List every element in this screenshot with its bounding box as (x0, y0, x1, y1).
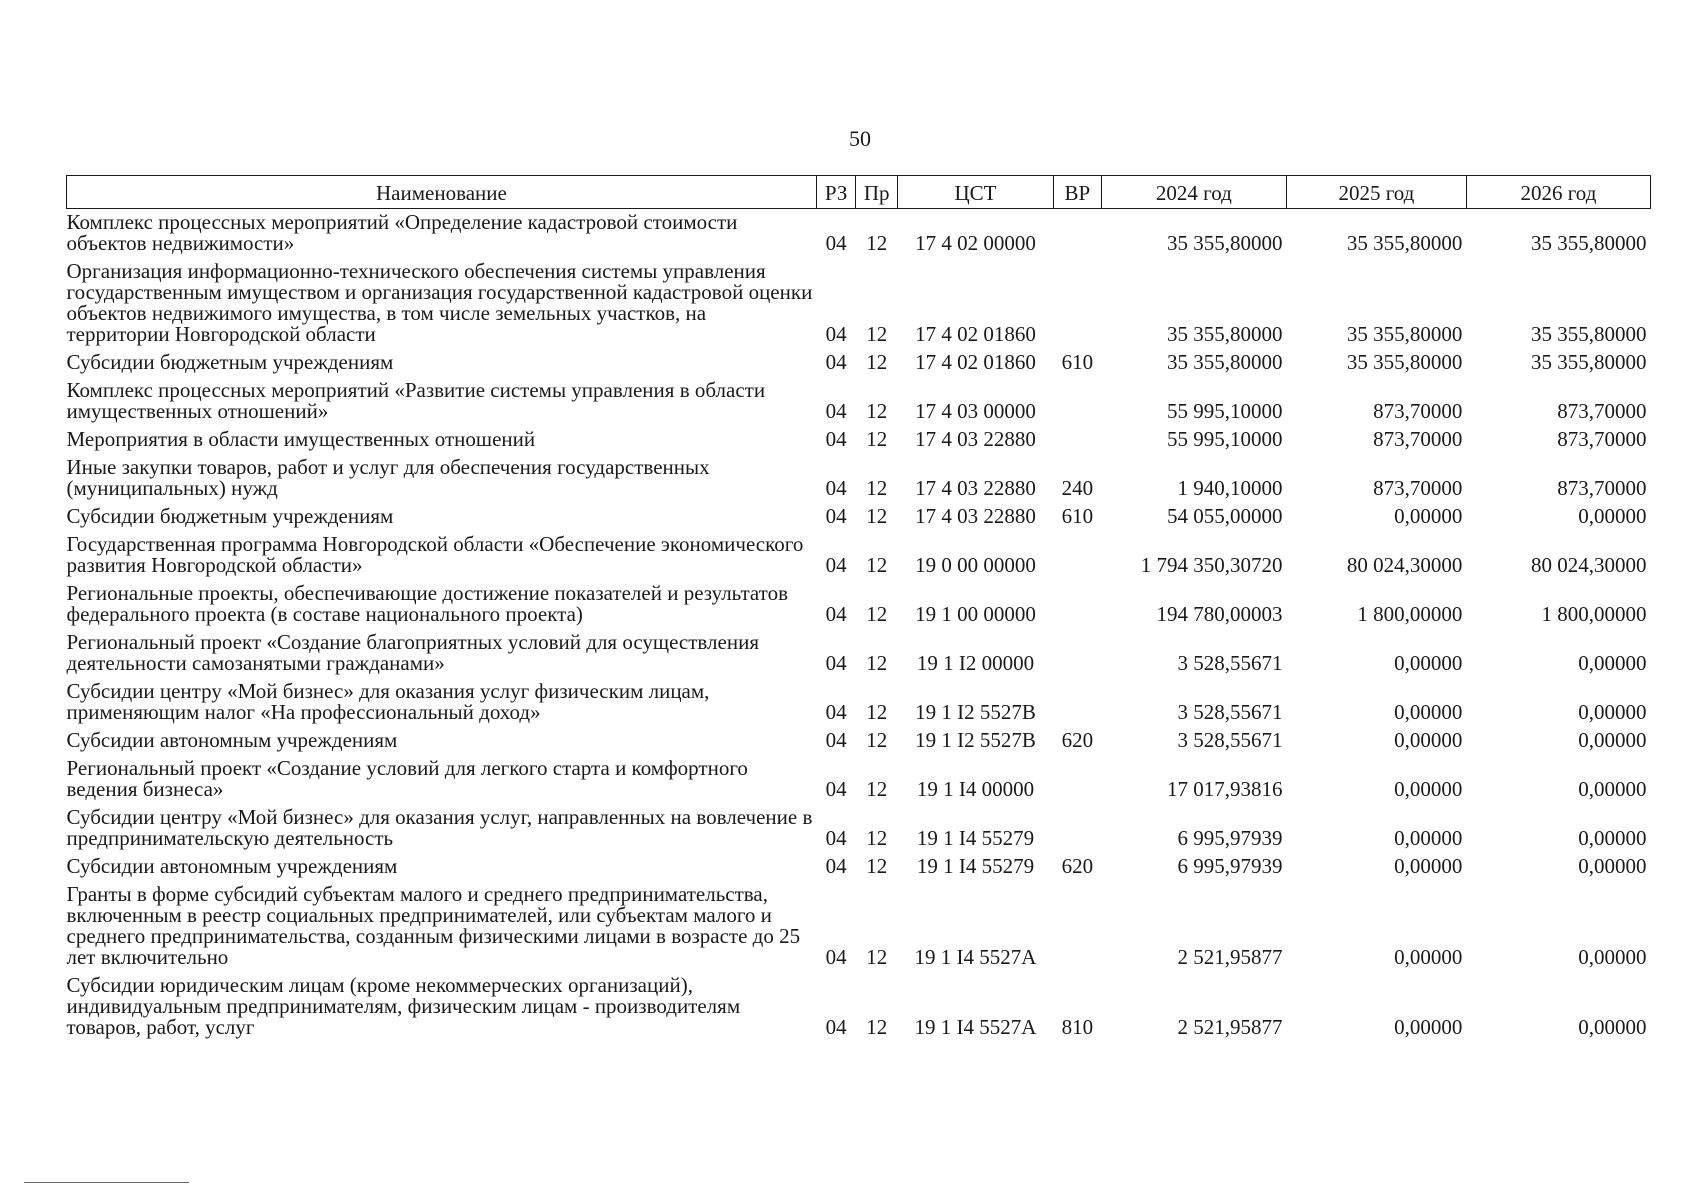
cell-2026: 35 355,80000 (1531, 231, 1647, 255)
cell-name: Субсидии центру «Мой бизнес» для оказания услуг физическим лицам, применяющим налог «На профессиональный доход» (66, 679, 710, 724)
cell-2026: 0,00000 (1578, 854, 1647, 878)
cell-pr: 12 (866, 1015, 888, 1039)
header-rz: РЗ (816, 176, 856, 209)
cell-vr (1053, 804, 1101, 853)
cell-cst: 19 1 I2 00000 (916, 651, 1035, 675)
cell-vr: 620 (1061, 728, 1094, 752)
cell-2025: 0,00000 (1394, 504, 1463, 528)
cell-2026: 873,70000 (1557, 476, 1647, 500)
cell-2025: 1 800,00000 (1357, 602, 1463, 626)
cell-2026: 873,70000 (1557, 427, 1647, 451)
cell-2025: 80 024,30000 (1346, 553, 1463, 577)
cell-pr: 12 (866, 826, 888, 850)
cell-2025: 0,00000 (1394, 826, 1463, 850)
cell-name: Иные закупки товаров, работ и услуг для обеспечения государственных (муниципальных) нужд (66, 455, 710, 500)
cell-2026: 0,00000 (1578, 504, 1647, 528)
cell-2024: 35 355,80000 (1166, 350, 1283, 374)
cell-rz: 04 (825, 399, 847, 423)
header-2026: 2026 год (1466, 176, 1650, 209)
table-row (67, 377, 1651, 426)
table-header-row (67, 176, 1651, 209)
cell-2024: 2 521,95877 (1177, 1015, 1283, 1039)
cell-name: Организация информационно-технического обеспечения системы управления государственным имуществом и организация государственной кадастровой оценки объектов недвижимого имущества, в том числе земельных участков, на территории Новгородской области (66, 259, 813, 346)
cell-2024: 3 528,55671 (1177, 700, 1283, 724)
cell-rz: 04 (825, 427, 847, 451)
table-row (67, 580, 1651, 629)
cell-pr: 12 (866, 700, 888, 724)
table-row (67, 881, 1651, 972)
cell-vr (1053, 881, 1101, 972)
cell-2024: 55 995,10000 (1166, 427, 1283, 451)
cell-vr (1053, 629, 1101, 678)
cell-2024: 1 940,10000 (1177, 476, 1283, 500)
header-pr: Пр (856, 176, 898, 209)
cell-2025: 0,00000 (1394, 945, 1463, 969)
cell-rz: 04 (825, 602, 847, 626)
table-row (67, 426, 1651, 454)
cell-2025: 0,00000 (1394, 651, 1463, 675)
table-row (67, 209, 1651, 259)
cell-2026: 35 355,80000 (1531, 350, 1647, 374)
cell-pr: 12 (866, 504, 888, 528)
cell-2025: 0,00000 (1394, 728, 1463, 752)
table-row (67, 258, 1651, 349)
cell-pr: 12 (866, 553, 888, 577)
header-vr: ВР (1053, 176, 1101, 209)
cell-name: Комплекс процессных мероприятий «Развитие системы управления в области имущественных отношений» (66, 378, 766, 423)
table-row (67, 629, 1651, 678)
cell-cst: 17 4 03 22880 (915, 504, 1036, 528)
cell-rz: 04 (825, 553, 847, 577)
cell-vr (1053, 426, 1101, 454)
cell-pr: 12 (866, 427, 888, 451)
cell-cst: 19 1 I4 55279 (916, 826, 1035, 850)
cell-pr: 12 (866, 602, 888, 626)
cell-2025: 873,70000 (1373, 427, 1463, 451)
page-number: 50 (849, 126, 871, 151)
cell-rz: 04 (825, 504, 847, 528)
cell-vr (1053, 258, 1101, 349)
cell-name: Гранты в форме субсидий субъектам малого и среднего предпринимательства, включенным в реестр социальных предпринимателей, или субъектам малого и среднего предпринимательства, созданным физическими лицами в возрасте до 25 лет включительно (66, 882, 801, 969)
cell-2025: 873,70000 (1373, 399, 1463, 423)
cell-pr: 12 (866, 231, 888, 255)
cell-2026: 0,00000 (1578, 1015, 1647, 1039)
cell-2025: 35 355,80000 (1346, 231, 1463, 255)
cell-2025: 873,70000 (1373, 476, 1463, 500)
cell-rz: 04 (825, 854, 847, 878)
cell-cst: 19 1 I2 5527B (915, 700, 1036, 724)
table-row (67, 755, 1651, 804)
cell-name: Субсидии юридическим лицам (кроме некоммерческих организаций), индивидуальным предпринимателям, физическим лицам - производителям товаров, работ, услуг (66, 973, 741, 1039)
cell-rz: 04 (825, 322, 847, 346)
cell-2024: 2 521,95877 (1177, 945, 1283, 969)
cell-2025: 0,00000 (1394, 1015, 1463, 1039)
cell-rz: 04 (825, 826, 847, 850)
cell-cst: 19 1 I2 5527B (915, 728, 1036, 752)
cell-cst: 17 4 03 22880 (915, 476, 1036, 500)
cell-2025: 0,00000 (1394, 777, 1463, 801)
cell-rz: 04 (825, 231, 847, 255)
cell-2026: 873,70000 (1557, 399, 1647, 423)
cell-pr: 12 (866, 322, 888, 346)
cell-vr (1053, 531, 1101, 580)
cell-name: Мероприятия в области имущественных отношений (66, 427, 536, 451)
cell-2024: 3 528,55671 (1177, 651, 1283, 675)
cell-2026: 0,00000 (1578, 651, 1647, 675)
cell-2026: 0,00000 (1578, 777, 1647, 801)
table-row (67, 349, 1651, 377)
cell-2026: 1 800,00000 (1541, 602, 1647, 626)
cell-pr: 12 (866, 854, 888, 878)
cell-2024: 54 055,00000 (1166, 504, 1283, 528)
table-row (67, 454, 1651, 503)
cell-name: Субсидии автономным учреждениям (66, 728, 398, 752)
cell-2025: 0,00000 (1394, 854, 1463, 878)
table-row (67, 678, 1651, 727)
cell-pr: 12 (866, 728, 888, 752)
table-row (67, 972, 1651, 1042)
cell-2025: 35 355,80000 (1346, 350, 1463, 374)
cell-2026: 0,00000 (1578, 728, 1647, 752)
header-2024: 2024 год (1101, 176, 1286, 209)
cell-rz: 04 (825, 651, 847, 675)
cell-2026: 35 355,80000 (1531, 322, 1647, 346)
cell-rz: 04 (825, 777, 847, 801)
cell-name: Государственная программа Новгородской области «Обеспечение экономического развития Новгородской области» (66, 532, 804, 577)
cell-cst: 19 1 I4 00000 (916, 777, 1035, 801)
cell-2024: 6 995,97939 (1177, 826, 1283, 850)
cell-rz: 04 (825, 476, 847, 500)
cell-cst: 17 4 03 00000 (915, 399, 1036, 423)
cell-vr (1053, 580, 1101, 629)
cell-vr (1053, 377, 1101, 426)
cell-name: Субсидии автономным учреждениям (66, 854, 398, 878)
footer-rule (24, 1182, 189, 1183)
cell-name: Региональный проект «Создание благоприятных условий для осуществления деятельности самозанятыми гражданами» (66, 630, 759, 675)
cell-vr (1053, 209, 1101, 259)
cell-rz: 04 (825, 700, 847, 724)
cell-pr: 12 (866, 945, 888, 969)
table-row (67, 531, 1651, 580)
cell-pr: 12 (866, 651, 888, 675)
cell-vr: 610 (1061, 350, 1094, 374)
cell-rz: 04 (825, 945, 847, 969)
cell-vr (1053, 678, 1101, 727)
header-name: Наименование (67, 176, 817, 209)
cell-cst: 19 0 00 00000 (915, 553, 1036, 577)
cell-2025: 35 355,80000 (1346, 322, 1463, 346)
cell-cst: 17 4 02 01860 (915, 322, 1036, 346)
cell-cst: 19 1 I4 5527A (914, 1015, 1037, 1039)
cell-rz: 04 (825, 728, 847, 752)
table-row (67, 503, 1651, 531)
table-row (67, 804, 1651, 853)
cell-2026: 0,00000 (1578, 826, 1647, 850)
cell-vr: 810 (1061, 1015, 1094, 1039)
cell-cst: 17 4 02 00000 (915, 231, 1036, 255)
cell-pr: 12 (866, 476, 888, 500)
budget-table (66, 175, 1651, 1042)
cell-2026: 0,00000 (1578, 945, 1647, 969)
cell-vr: 240 (1061, 476, 1094, 500)
cell-2024: 194 780,00003 (1156, 602, 1283, 626)
cell-name: Субсидии центру «Мой бизнес» для оказания услуг, направленных на вовлечение в предпринимательскую деятельность (66, 805, 813, 850)
cell-cst: 17 4 03 22880 (915, 427, 1036, 451)
cell-2025: 0,00000 (1394, 700, 1463, 724)
cell-rz: 04 (825, 1015, 847, 1039)
cell-2024: 35 355,80000 (1166, 231, 1283, 255)
cell-vr: 620 (1061, 854, 1094, 878)
cell-pr: 12 (866, 350, 888, 374)
cell-cst: 19 1 I4 5527A (914, 945, 1037, 969)
cell-name: Региональные проекты, обеспечивающие достижение показателей и результатов федерального проекта (в составе национального проекта) (66, 581, 788, 626)
cell-2024: 35 355,80000 (1166, 322, 1283, 346)
cell-2024: 3 528,55671 (1177, 728, 1283, 752)
cell-2026: 0,00000 (1578, 700, 1647, 724)
cell-2026: 80 024,30000 (1531, 553, 1647, 577)
cell-name: Субсидии бюджетным учреждениям (66, 350, 394, 374)
cell-name: Субсидии бюджетным учреждениям (66, 504, 394, 528)
cell-cst: 19 1 I4 55279 (916, 854, 1035, 878)
cell-pr: 12 (866, 399, 888, 423)
header-cst: ЦСТ (897, 176, 1053, 209)
cell-cst: 19 1 00 00000 (915, 602, 1036, 626)
cell-rz: 04 (825, 350, 847, 374)
cell-name: Региональный проект «Создание условий для легкого старта и комфортного ведения бизнеса» (66, 756, 748, 801)
cell-2024: 6 995,97939 (1177, 854, 1283, 878)
cell-pr: 12 (866, 777, 888, 801)
cell-2024: 17 017,93816 (1166, 777, 1283, 801)
cell-2024: 55 995,10000 (1166, 399, 1283, 423)
cell-cst: 17 4 02 01860 (915, 350, 1036, 374)
table-row (67, 853, 1651, 881)
header-2025: 2025 год (1286, 176, 1466, 209)
cell-name: Комплекс процессных мероприятий «Определение кадастровой стоимости объектов недвижимости» (66, 210, 738, 255)
cell-2024: 1 794 350,30720 (1140, 553, 1283, 577)
table-row (67, 727, 1651, 755)
cell-vr (1053, 755, 1101, 804)
cell-vr: 610 (1061, 504, 1094, 528)
